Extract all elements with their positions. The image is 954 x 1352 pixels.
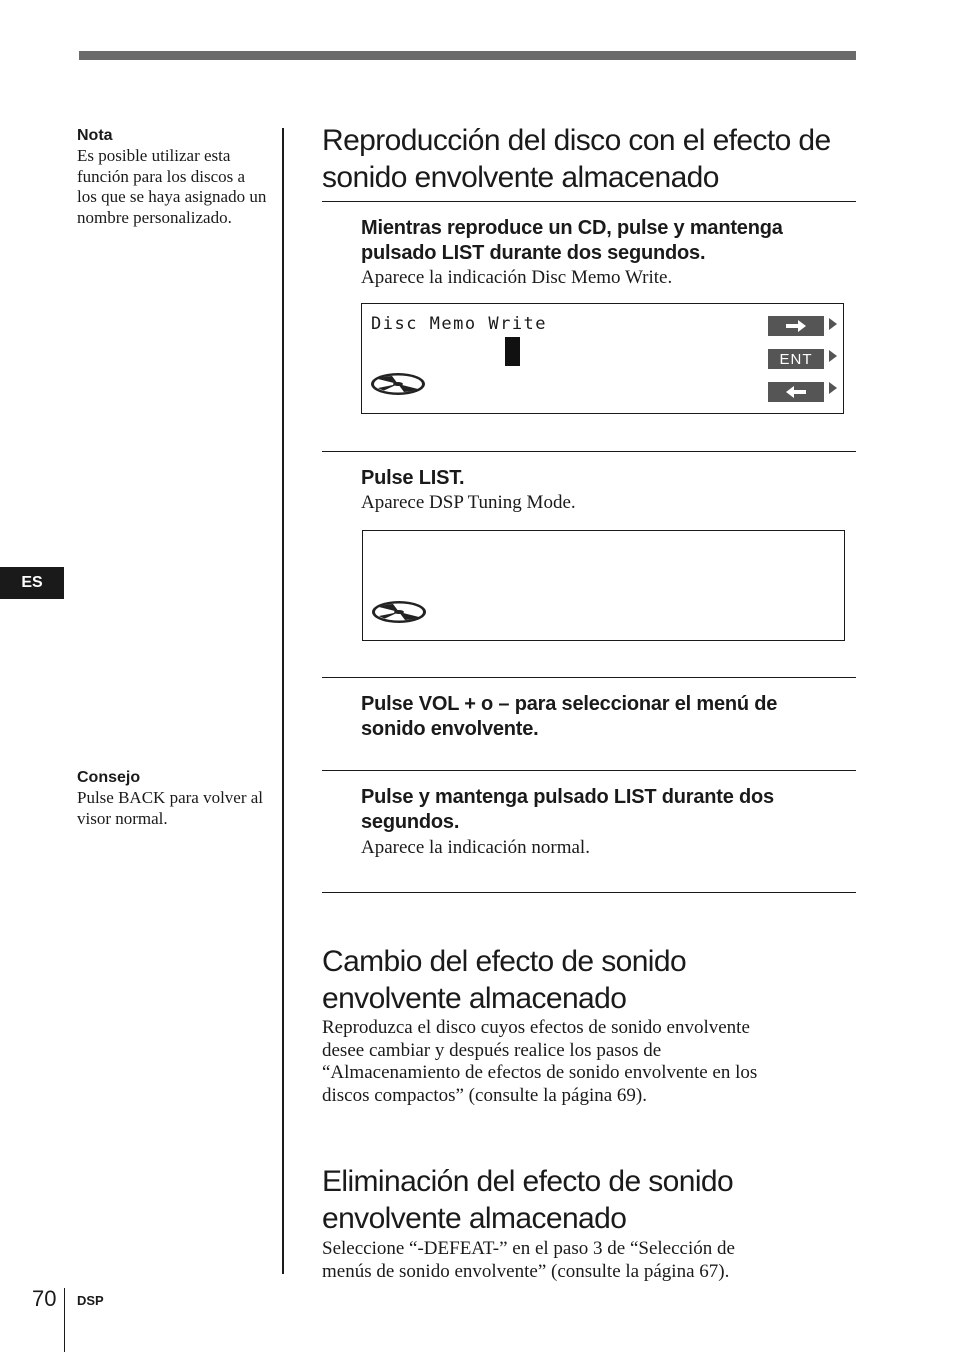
- step-heading-line: Pulse VOL + o – para seleccionar el menú de: [361, 693, 778, 715]
- step-text: Aparece la indicación Disc Memo Write.: [361, 267, 673, 288]
- lcd-cursor: [505, 337, 520, 366]
- lcd-display: [362, 530, 845, 641]
- body-line: “Almacenamiento de efectos de sonido envolvente en los: [322, 1062, 758, 1083]
- section-title-line: envolvente almacenado: [322, 982, 627, 1015]
- section-body: [322, 1017, 856, 1107]
- right-marker-icon: [829, 318, 837, 330]
- step-heading: [361, 216, 856, 266]
- step-rule: [322, 770, 856, 771]
- step-heading-line: Pulse y mantenga pulsado LIST durante dos: [361, 786, 774, 808]
- disc-icon: [371, 600, 427, 624]
- section-title: [322, 122, 862, 196]
- page-number: 70: [32, 1286, 57, 1311]
- lcd-text: Disc Memo Write: [371, 314, 548, 334]
- step-text: Aparece la indicación normal.: [361, 837, 590, 858]
- column-divider: [282, 128, 284, 1274]
- section-title: [322, 1163, 856, 1237]
- footer-divider: [64, 1288, 65, 1352]
- lcd-display: [361, 303, 844, 414]
- tip-text: Pulse BACK para volver al visor normal.: [77, 788, 264, 828]
- step-heading: [361, 692, 856, 742]
- section-title-line: envolvente almacenado: [322, 1202, 627, 1235]
- step-heading-line: Mientras reproduce un CD, pulse y mantenga: [361, 217, 783, 239]
- note-text: Es posible utilizar esta función para los discos a los que se haya asignado un nombre personalizado.: [77, 146, 267, 227]
- language-tab: ES: [0, 567, 64, 599]
- body-line: Seleccione “-DEFEAT-” en el paso 3 de “Selección de: [322, 1238, 735, 1259]
- body-line: desee cambiar y después realice los pasos de: [322, 1039, 662, 1061]
- ent-marker-icon: [829, 350, 837, 362]
- right-arrow-icon: [768, 316, 824, 336]
- section-title: [322, 943, 856, 1017]
- step-heading: [361, 785, 856, 835]
- footer-label: DSP: [77, 1293, 104, 1308]
- body-line: menús de sonido envolvente” (consulte la página 67).: [322, 1260, 730, 1282]
- header-rule: [79, 51, 856, 60]
- disc-icon: [370, 372, 426, 396]
- step-heading-line: pulsado LIST durante dos segundos.: [361, 242, 706, 264]
- section-end-rule: [322, 892, 856, 893]
- section-title-line: Eliminación del efecto de sonido: [322, 1165, 734, 1198]
- step-rule: [322, 677, 856, 678]
- step-heading: Pulse LIST.: [361, 467, 465, 489]
- section-title-line: Cambio del efecto de sonido: [322, 945, 687, 978]
- section-body: [322, 1238, 856, 1283]
- section-title-line: Reproducción del disco con el efecto de: [322, 124, 831, 157]
- note-title: Nota: [77, 127, 113, 144]
- step-heading-line: segundos.: [361, 811, 460, 833]
- step-text: Aparece DSP Tuning Mode.: [361, 492, 576, 513]
- section-title-line: sonido envolvente almacenado: [322, 161, 719, 194]
- section-rule: [322, 201, 856, 202]
- body-line: discos compactos” (consulte la página 69).: [322, 1084, 648, 1106]
- body-line: Reproduzca el disco cuyos efectos de sonido envolvente: [322, 1017, 750, 1038]
- step-rule: [322, 451, 856, 452]
- ent-button: ENT: [768, 349, 824, 369]
- tip-title: Consejo: [77, 769, 141, 786]
- left-marker-icon: [829, 382, 837, 394]
- left-arrow-icon: [768, 382, 824, 402]
- step-heading-line: sonido envolvente.: [361, 718, 539, 740]
